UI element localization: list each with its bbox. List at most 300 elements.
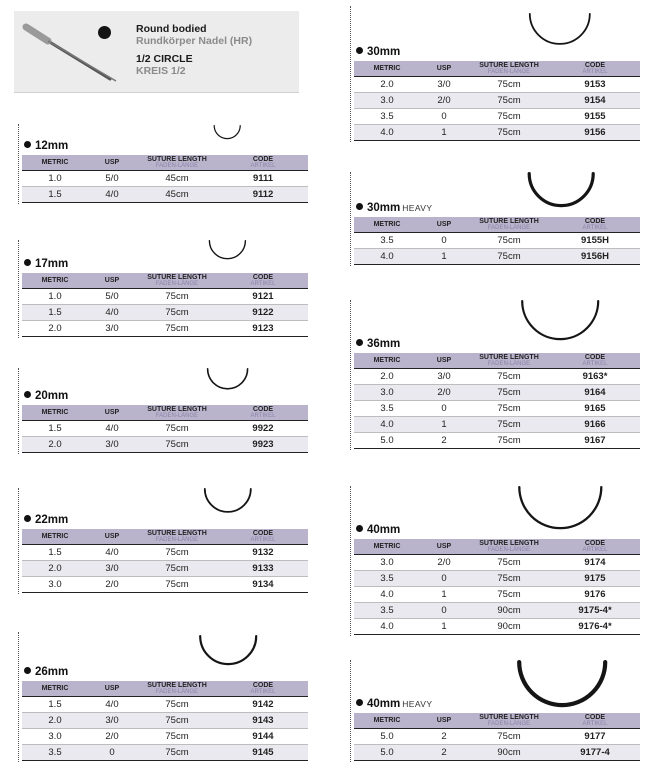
size-label [24, 666, 70, 678]
code-header-de: ARTIKEL [250, 536, 276, 543]
size-label [356, 524, 402, 536]
length-cell: 75cm [468, 432, 550, 448]
metric-cell: 5.0 [354, 744, 420, 760]
metric-cell: 4.0 [354, 618, 420, 634]
length-cell: 75cm [468, 400, 550, 416]
size-block-20mm [18, 368, 308, 454]
dotted-divider [18, 488, 19, 594]
code-header-en: CODE [584, 713, 606, 721]
size-label [24, 258, 70, 270]
metric-header: METRIC [354, 217, 420, 232]
length-header-en: SUTURE LENGTH [147, 155, 207, 163]
dotted-divider [18, 124, 19, 204]
code-header [550, 539, 640, 554]
length-header-en: SUTURE LENGTH [147, 273, 207, 281]
metric-cell: 2.0 [22, 436, 88, 452]
metric-cell: 2.0 [22, 320, 88, 336]
length-header-de: FADEN-LÄNGE [487, 360, 531, 367]
code-header-en: CODE [584, 61, 606, 69]
usp-cell: 0 [420, 400, 468, 416]
length-cell: 75cm [136, 320, 218, 336]
code-cell: 9132 [218, 544, 308, 560]
usp-cell: 2/0 [420, 92, 468, 108]
curve-title: 1/2 CIRCLE [136, 53, 193, 65]
table-header-row [354, 713, 640, 728]
size-block-12mm [18, 124, 308, 204]
code-cell: 9123 [218, 320, 308, 336]
table-row [22, 576, 308, 592]
code-cell: 9166 [550, 416, 640, 432]
usp-header: USP [420, 539, 468, 554]
table-row [22, 544, 308, 560]
code-cell: 9155 [550, 108, 640, 124]
metric-cell: 1.5 [22, 420, 88, 436]
bullet-icon [356, 525, 363, 532]
metric-header: METRIC [22, 405, 88, 420]
code-header-de: ARTIKEL [582, 546, 608, 553]
length-header [468, 61, 550, 76]
bullet-icon [24, 391, 31, 398]
length-cell: 90cm [468, 618, 550, 634]
code-cell: 9175-4* [550, 602, 640, 618]
code-header-en: CODE [252, 273, 274, 281]
usp-cell: 1 [420, 586, 468, 602]
usp-cell: 3/0 [88, 320, 136, 336]
length-header [468, 217, 550, 232]
code-cell: 9155H [550, 232, 640, 248]
metric-header: METRIC [354, 713, 420, 728]
dotted-divider [350, 6, 351, 142]
code-header [550, 61, 640, 76]
bullet-icon [24, 515, 31, 522]
table-row [22, 744, 308, 760]
table-row [354, 744, 640, 760]
code-header [218, 529, 308, 544]
length-cell: 75cm [136, 576, 218, 592]
table-row [354, 602, 640, 618]
size-block-40mm-heavy [350, 660, 640, 762]
usp-header: USP [420, 713, 468, 728]
code-cell: 9112 [218, 186, 308, 202]
table-row [354, 232, 640, 248]
usp-cell: 0 [88, 744, 136, 760]
code-cell: 9133 [218, 560, 308, 576]
length-header-de: FADEN-LÄNGE [487, 68, 531, 75]
code-header-en: CODE [584, 217, 606, 225]
code-header-en: CODE [252, 405, 274, 413]
usp-header: USP [420, 61, 468, 76]
table-row [354, 248, 640, 264]
usp-header: USP [420, 217, 468, 232]
table-header-row [22, 681, 308, 696]
product-table [354, 539, 640, 635]
product-table [354, 353, 640, 449]
length-cell: 75cm [136, 712, 218, 728]
length-cell: 75cm [136, 728, 218, 744]
length-header [468, 539, 550, 554]
code-cell: 9174 [550, 554, 640, 570]
usp-cell: 2/0 [88, 728, 136, 744]
usp-cell: 1 [420, 416, 468, 432]
length-cell: 75cm [468, 728, 550, 744]
usp-header: USP [88, 529, 136, 544]
code-cell: 9153 [550, 76, 640, 92]
product-table [354, 61, 640, 141]
length-header-en: SUTURE LENGTH [479, 61, 539, 69]
length-cell: 75cm [468, 248, 550, 264]
length-header [468, 353, 550, 368]
code-cell: 9154 [550, 92, 640, 108]
usp-cell: 3/0 [88, 560, 136, 576]
usp-cell: 4/0 [88, 544, 136, 560]
metric-header: METRIC [354, 353, 420, 368]
metric-cell: 3.5 [354, 602, 420, 618]
metric-cell: 1.5 [22, 696, 88, 712]
table-row [354, 368, 640, 384]
code-header-de: ARTIKEL [250, 688, 276, 695]
metric-header: METRIC [22, 529, 88, 544]
metric-cell: 5.0 [354, 728, 420, 744]
length-header-en: SUTURE LENGTH [479, 353, 539, 361]
product-table [22, 529, 308, 593]
size-value: 40mm [367, 524, 401, 536]
table-row [22, 320, 308, 336]
code-cell: 9164 [550, 384, 640, 400]
usp-header: USP [88, 155, 136, 170]
metric-header: METRIC [22, 155, 88, 170]
code-header [218, 155, 308, 170]
metric-cell: 3.0 [354, 384, 420, 400]
bullet-icon [356, 203, 363, 210]
table-header-row [354, 539, 640, 554]
needle-curve-icon [213, 125, 241, 140]
usp-cell: 4/0 [88, 420, 136, 436]
size-value: 12mm [35, 140, 69, 152]
needle-image-icon [18, 15, 128, 87]
table-row [22, 560, 308, 576]
length-cell: 75cm [468, 76, 550, 92]
length-header-en: SUTURE LENGTH [479, 713, 539, 721]
code-cell: 9923 [218, 436, 308, 452]
length-cell: 75cm [468, 416, 550, 432]
length-header-de: FADEN-LÄNGE [487, 224, 531, 231]
length-header-de: FADEN-LÄNGE [487, 720, 531, 727]
length-cell: 75cm [468, 570, 550, 586]
needle-curve-icon [208, 240, 247, 261]
code-cell: 9176-4* [550, 618, 640, 634]
needle-subtitle: Rundkörper Nadel (HR) [136, 35, 253, 47]
table-header-row [354, 61, 640, 76]
metric-cell: 2.0 [22, 712, 88, 728]
size-label [24, 514, 70, 526]
usp-cell: 4/0 [88, 696, 136, 712]
bullet-icon [24, 141, 31, 148]
code-cell: 9176 [550, 586, 640, 602]
needle-type-dot-icon [98, 26, 111, 39]
size-value: 40mm [367, 698, 401, 710]
heavy-label: HEAVY [402, 699, 433, 709]
bullet-icon [356, 339, 363, 346]
code-cell: 9156H [550, 248, 640, 264]
usp-cell: 2 [420, 728, 468, 744]
size-block-30mm-heavy [350, 172, 640, 266]
table-row [354, 570, 640, 586]
table-header-row [22, 529, 308, 544]
code-header [550, 713, 640, 728]
metric-header: METRIC [22, 273, 88, 288]
table-row [22, 436, 308, 452]
length-cell: 75cm [136, 420, 218, 436]
metric-cell: 4.0 [354, 416, 420, 432]
usp-header: USP [88, 405, 136, 420]
size-label [356, 46, 402, 58]
product-table [22, 155, 308, 203]
length-cell: 75cm [136, 304, 218, 320]
size-block-22mm [18, 488, 308, 594]
metric-cell: 2.0 [354, 368, 420, 384]
size-label [356, 202, 432, 214]
needle-header [14, 11, 299, 93]
product-table [354, 217, 640, 265]
dotted-divider [18, 632, 19, 762]
table-row [354, 384, 640, 400]
metric-cell: 1.5 [22, 304, 88, 320]
code-header-en: CODE [584, 353, 606, 361]
metric-header: METRIC [354, 61, 420, 76]
needle-curve-icon [203, 488, 253, 515]
table-header-row [22, 155, 308, 170]
dotted-divider [350, 300, 351, 450]
size-value: 20mm [35, 390, 69, 402]
size-block-30mm [350, 6, 640, 142]
table-row [22, 170, 308, 186]
length-cell: 90cm [468, 744, 550, 760]
table-row [354, 76, 640, 92]
usp-cell: 2/0 [420, 384, 468, 400]
table-row [354, 92, 640, 108]
metric-cell: 3.5 [22, 744, 88, 760]
code-header-de: ARTIKEL [582, 360, 608, 367]
length-cell: 90cm [468, 602, 550, 618]
usp-header: USP [88, 681, 136, 696]
metric-cell: 3.5 [354, 400, 420, 416]
length-cell: 75cm [136, 696, 218, 712]
length-cell: 75cm [468, 108, 550, 124]
bullet-icon [24, 667, 31, 674]
size-value: 30mm [367, 202, 401, 214]
length-header [136, 273, 218, 288]
metric-cell: 1.0 [22, 288, 88, 304]
metric-cell: 3.5 [354, 570, 420, 586]
table-row [354, 432, 640, 448]
table-row [354, 400, 640, 416]
length-cell: 75cm [468, 232, 550, 248]
needle-curve-icon [528, 13, 592, 47]
usp-cell: 0 [420, 232, 468, 248]
code-header-de: ARTIKEL [582, 720, 608, 727]
table-row [354, 124, 640, 140]
table-row [354, 618, 640, 634]
table-header-row [354, 217, 640, 232]
dotted-divider [350, 486, 351, 636]
code-header [218, 273, 308, 288]
needle-description [136, 23, 252, 77]
length-header-de: FADEN-LÄNGE [155, 536, 199, 543]
usp-cell: 2 [420, 744, 468, 760]
table-header-row [22, 405, 308, 420]
dotted-divider [18, 368, 19, 454]
size-label [356, 698, 432, 710]
metric-cell: 3.5 [354, 232, 420, 248]
usp-header: USP [88, 273, 136, 288]
length-header-en: SUTURE LENGTH [479, 539, 539, 547]
table-row [354, 554, 640, 570]
metric-header: METRIC [22, 681, 88, 696]
code-header [550, 353, 640, 368]
table-row [354, 586, 640, 602]
length-cell: 75cm [468, 124, 550, 140]
code-header-en: CODE [252, 155, 274, 163]
table-header-row [354, 353, 640, 368]
code-cell: 9177 [550, 728, 640, 744]
length-cell: 75cm [136, 436, 218, 452]
length-header [136, 405, 218, 420]
metric-cell: 3.0 [22, 728, 88, 744]
size-block-40mm [350, 486, 640, 636]
code-cell: 9142 [218, 696, 308, 712]
code-header-en: CODE [584, 539, 606, 547]
dotted-divider [18, 240, 19, 338]
needle-title: Round bodied [136, 23, 207, 35]
length-cell: 75cm [468, 384, 550, 400]
table-row [22, 288, 308, 304]
length-header [136, 155, 218, 170]
usp-cell: 1 [420, 124, 468, 140]
code-cell: 9156 [550, 124, 640, 140]
code-cell: 9143 [218, 712, 308, 728]
usp-cell: 2/0 [88, 576, 136, 592]
usp-cell: 3/0 [88, 712, 136, 728]
metric-cell: 1.5 [22, 186, 88, 202]
code-header-de: ARTIKEL [582, 224, 608, 231]
metric-header: METRIC [354, 539, 420, 554]
length-cell: 75cm [468, 586, 550, 602]
metric-cell: 5.0 [354, 432, 420, 448]
length-cell: 45cm [136, 170, 218, 186]
table-row [354, 728, 640, 744]
code-cell: 9122 [218, 304, 308, 320]
usp-cell: 1 [420, 618, 468, 634]
length-header-de: FADEN-LÄNGE [155, 412, 199, 419]
length-cell: 75cm [136, 560, 218, 576]
table-row [354, 108, 640, 124]
code-header [550, 217, 640, 232]
size-value: 17mm [35, 258, 69, 270]
size-label [24, 140, 70, 152]
code-header-en: CODE [252, 681, 274, 689]
code-cell: 9111 [218, 170, 308, 186]
usp-cell: 0 [420, 108, 468, 124]
size-block-26mm [18, 632, 308, 762]
needle-curve-icon [526, 172, 596, 210]
code-header [218, 681, 308, 696]
length-header-de: FADEN-LÄNGE [155, 280, 199, 287]
size-block-36mm [350, 300, 640, 450]
length-header [136, 529, 218, 544]
metric-cell: 1.0 [22, 170, 88, 186]
usp-cell: 5/0 [88, 170, 136, 186]
length-header-en: SUTURE LENGTH [479, 217, 539, 225]
code-cell: 9177-4 [550, 744, 640, 760]
metric-cell: 4.0 [354, 248, 420, 264]
length-cell: 45cm [136, 186, 218, 202]
length-cell: 75cm [468, 554, 550, 570]
code-header [218, 405, 308, 420]
size-label [356, 338, 402, 350]
length-header-en: SUTURE LENGTH [147, 405, 207, 413]
code-cell: 9145 [218, 744, 308, 760]
code-header-de: ARTIKEL [250, 162, 276, 169]
metric-cell: 4.0 [354, 586, 420, 602]
usp-cell: 0 [420, 570, 468, 586]
bullet-icon [356, 47, 363, 54]
length-header [136, 681, 218, 696]
metric-cell: 2.0 [22, 560, 88, 576]
code-header-de: ARTIKEL [582, 68, 608, 75]
length-header-de: FADEN-LÄNGE [155, 688, 199, 695]
code-cell: 9144 [218, 728, 308, 744]
length-header-de: FADEN-LÄNGE [487, 546, 531, 553]
code-cell: 9922 [218, 420, 308, 436]
code-header-en: CODE [252, 529, 274, 537]
metric-cell: 3.0 [354, 92, 420, 108]
metric-cell: 4.0 [354, 124, 420, 140]
usp-cell: 1 [420, 248, 468, 264]
size-label [24, 390, 70, 402]
code-cell: 9163* [550, 368, 640, 384]
metric-cell: 3.5 [354, 108, 420, 124]
size-block-17mm [18, 240, 308, 338]
length-header-en: SUTURE LENGTH [147, 681, 207, 689]
code-cell: 9175 [550, 570, 640, 586]
bullet-icon [24, 259, 31, 266]
metric-cell: 3.0 [22, 576, 88, 592]
length-cell: 75cm [136, 544, 218, 560]
dotted-divider [350, 172, 351, 266]
usp-cell: 4/0 [88, 304, 136, 320]
usp-cell: 4/0 [88, 186, 136, 202]
table-row [22, 304, 308, 320]
usp-cell: 5/0 [88, 288, 136, 304]
needle-curve-icon [517, 486, 604, 532]
table-row [22, 712, 308, 728]
dotted-divider [350, 660, 351, 762]
metric-cell: 3.0 [354, 554, 420, 570]
code-cell: 9165 [550, 400, 640, 416]
metric-cell: 1.5 [22, 544, 88, 560]
needle-curve-icon [206, 368, 249, 391]
size-value: 22mm [35, 514, 69, 526]
code-cell: 9134 [218, 576, 308, 592]
table-row [354, 416, 640, 432]
bullet-icon [356, 699, 363, 706]
needle-curve-icon [520, 300, 600, 342]
table-row [22, 728, 308, 744]
size-value: 36mm [367, 338, 401, 350]
usp-cell: 2 [420, 432, 468, 448]
product-table [354, 713, 640, 761]
metric-cell: 2.0 [354, 76, 420, 92]
